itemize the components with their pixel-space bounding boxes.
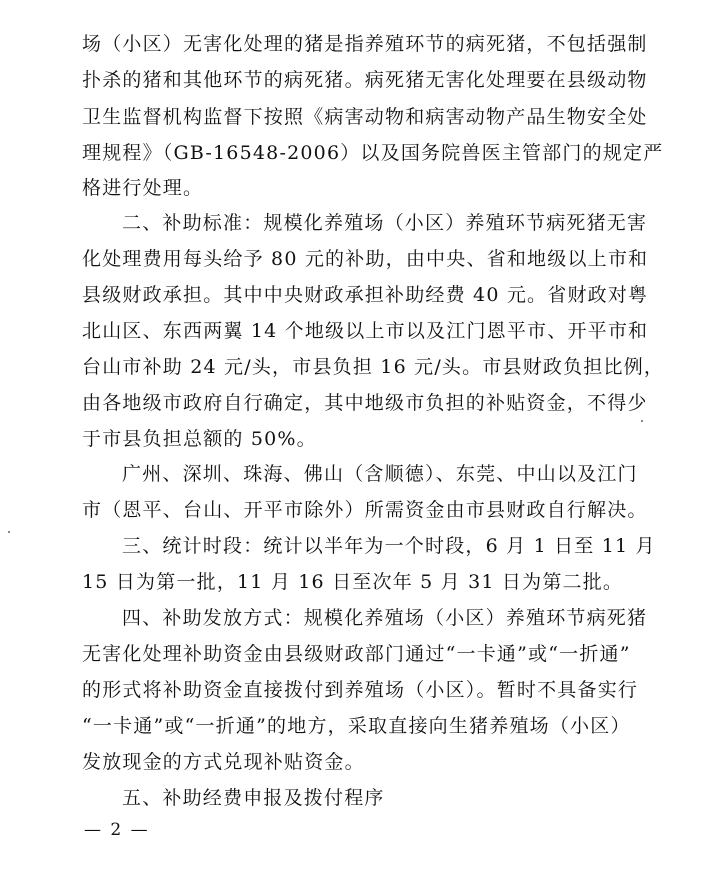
scan-speck [8,531,10,533]
text-line: 无害化处理补助资金由县级财政部门通过“一卡通”或“一折通” [82,643,631,665]
section-heading-application-procedure: 五、补助经费申报及拨付程序 [122,787,385,809]
text-line: 的形式将补助资金直接拨付到养殖场（小区）。暂时不具备实行 [82,679,639,701]
paragraph-start: 广州、深圳、珠海、佛山（含顺德）、东莞、中山以及江门 [122,463,638,485]
section-heading-subsidy-standard: 二、补助标准：规模化养殖场（小区）养殖环节病死猪无害 [122,212,648,234]
scan-speck [641,420,643,422]
text-line: 由各地级市政府自行确定，其中地级市负担的补贴资金，不得少 [82,392,648,414]
text-line: 北山区、东西两翼 14 个地级以上市以及江门恩平市、开平市和 [82,320,649,342]
text-line: 化处理费用每头给予 80 元的补助，由中央、省和地级以上市和 [82,248,649,270]
section-heading-distribution-method: 四、补助发放方式：规模化养殖场（小区）养殖环节病死猪 [122,607,648,629]
text-line: 台山市补助 24 元/头，市县负担 16 元/头。市县财政负担比例， [82,356,665,378]
text-line: 场（小区）无害化处理的猪是指养殖环节的病死猪，不包括强制 [82,33,648,55]
text-line: 格进行处理。 [82,177,204,199]
text-line: 发放现金的方式兑现补贴资金。 [82,751,365,773]
text-line: 理规程》（GB-16548-2006）以及国务院兽医主管部门的规定严 [82,142,664,164]
text-line: 于市县负担总额的 50%。 [82,428,317,450]
text-line: 15 日为第一批，11 月 16 日至次年 5 月 31 日为第二批。 [82,571,624,593]
text-line: 县级财政承担。其中中央财政承担补助经费 40 元。省财政对粤 [82,284,649,306]
text-line: “一卡通”或“一折通”的地方，采取直接向生猪养殖场（小区） [82,715,631,737]
text-line: 市（恩平、台山、开平市除外）所需资金由市县财政自行解决。 [82,499,648,521]
page-number: — 2 — [84,820,150,840]
text-line: 卫生监督机构监督下按照《病害动物和病害动物产品生物安全处 [82,106,648,128]
section-heading-statistics-period: 三、统计时段：统计以半年为一个时段，6 月 1 日至 11 月 [122,535,656,557]
text-line: 扑杀的猪和其他环节的病死猪。病死猪无害化处理要在县级动物 [82,69,648,91]
